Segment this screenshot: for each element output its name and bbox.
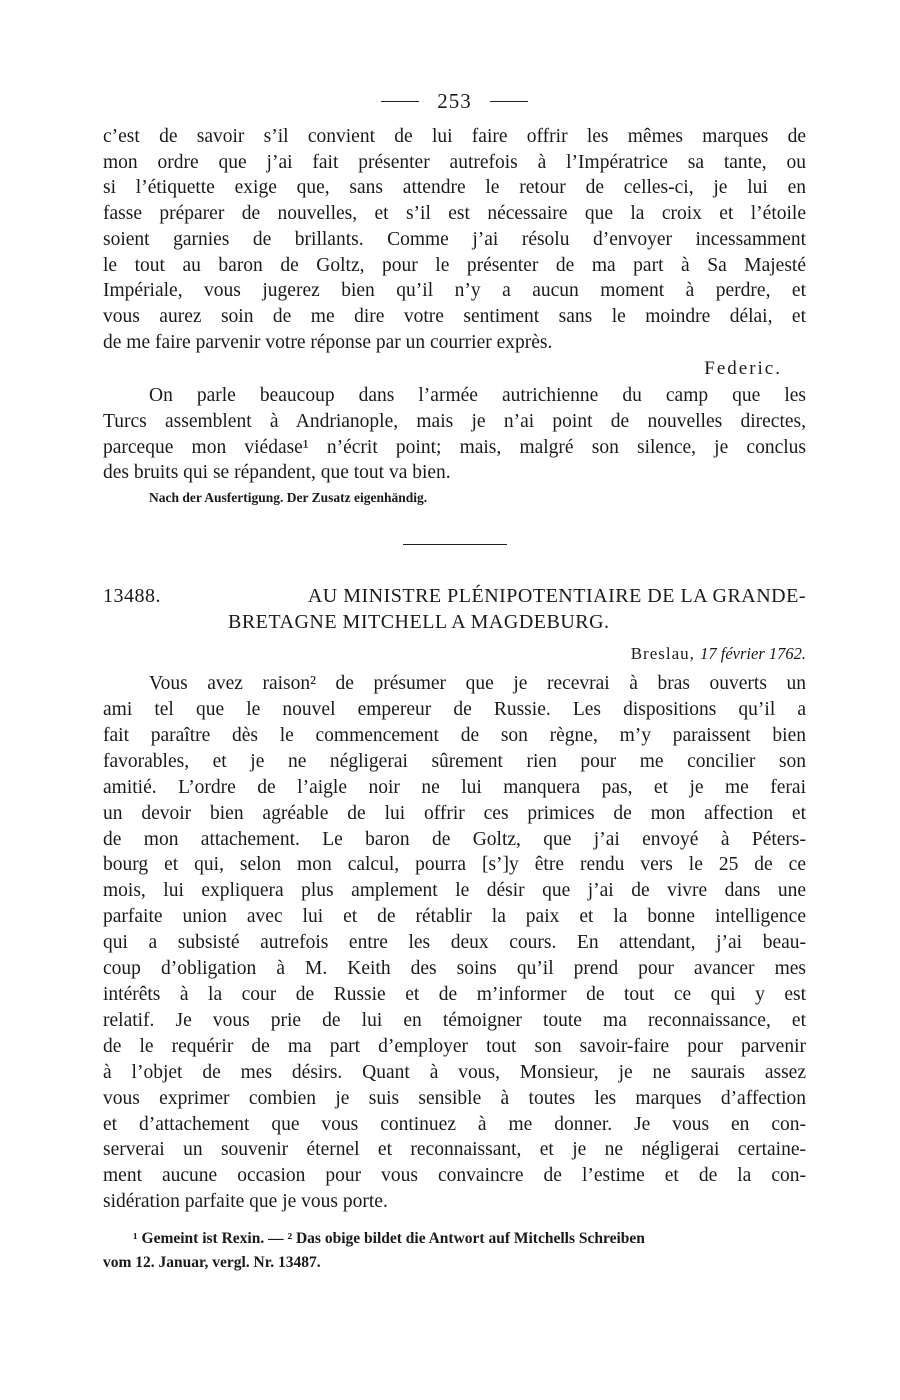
letter-heading — [103, 583, 806, 635]
letter-number: 13488. — [103, 585, 161, 608]
text-line: intérêts à la cour de Russie et de m’informer de tout ce qui y est — [103, 984, 806, 1006]
text-line: des bruits qui se répandent, que tout va bien. — [103, 462, 451, 484]
text-line: coup d’obligation à M. Keith des soins qu’il prend pour avancer mes — [103, 958, 806, 980]
text-line: ment aucune occasion pour vous convaincre de l’estime et de la con- — [103, 1165, 806, 1187]
text-line: sidération parfaite que je vous porte. — [103, 1191, 388, 1213]
text-line: ami tel que le nouvel empereur de Russie. Les dispositions qu’il a — [103, 699, 806, 721]
text-line: et d’attachement que vous continuez à me donner. Je vous en con- — [103, 1113, 806, 1135]
text-line: le tout au baron de Goltz, pour le présenter de ma part à Sa Majesté — [103, 254, 806, 276]
postscript — [103, 383, 806, 486]
text-line: Impériale, vous jugerez bien qu’il n’y a aucun moment à perdre, et — [103, 280, 806, 302]
heading-line-1: AU MINISTRE PLÉNIPOTENTIAIRE DE LA GRANDE- — [307, 585, 806, 608]
text-line: Vous avez raison² de présumer que je recevrai à bras ouverts un — [149, 673, 806, 695]
text-line: si l’étiquette exige que, sans attendre le retour de celles-ci, je lui en — [103, 177, 806, 199]
text-line: soient garnies de brillants. Comme j’ai résolu d’envoyer incessamment — [103, 228, 806, 250]
text-line: parfaite union avec lui et de rétablir la paix et la bonne intelligence — [103, 906, 806, 928]
footnote-line: ¹ Gemeint ist Rexin. — ² Das obige bildet die Antwort auf Mitchells Schreiben — [133, 1230, 645, 1248]
document-page — [103, 86, 806, 1275]
header-dash-right — [490, 101, 528, 102]
text-line: relatif. Je vous prie de lui en témoigner toute ma reconnaissance, et — [103, 1009, 806, 1031]
page-header — [103, 86, 806, 116]
source-note: Nach der Ausfertigung. Der Zusatz eigenhändig. — [149, 490, 428, 506]
text-line: fait paraître dès le commencement de son règne, m’y paraissent bien — [103, 724, 806, 746]
letter-continuation — [103, 124, 806, 355]
text-line: mois, lui expliquera plus amplement le désir que j’ai de vivre dans une — [103, 880, 806, 902]
text-line: de le requérir de ma part d’employer tout son savoir-faire pour parvenir — [103, 1035, 806, 1057]
text-line: de mon attachement. Le baron de Goltz, que j’ai envoyé à Péters- — [103, 828, 806, 850]
text-line: Turcs assemblent à Andrianople, mais je n’ai point de nouvelles directes, — [103, 411, 806, 433]
text-line: parceque mon viédase¹ n’écrit point; mais, malgré son silence, je conclus — [103, 436, 806, 458]
text-line: vous exprimer combien je suis sensible à toutes les marques d’affection — [103, 1087, 806, 1109]
footnote-line: vom 12. Januar, vergl. Nr. 13487. — [103, 1254, 321, 1272]
text-line: à l’objet de mes désirs. Quant à vous, Monsieur, je ne saurais assez — [103, 1061, 806, 1083]
text-line: qui a subsisté autrefois entre les deux cours. En attendant, j’ai beau- — [103, 932, 806, 954]
letter-body — [103, 671, 806, 1215]
text-line: fasse préparer de nouvelles, et s’il est nécessaire que la croix et l’étoile — [103, 203, 806, 225]
header-dash-left — [381, 101, 419, 102]
text-line: de me faire parvenir votre réponse par un courrier exprès. — [103, 331, 553, 353]
text-line: serverai un souvenir éternel et reconnaissant, et je ne négligerai certaine- — [103, 1139, 806, 1161]
place: Breslau, — [630, 644, 695, 664]
text-line: bourg et qui, selon mon calcul, pourra [s’]y être rendu vers le 25 de ce — [103, 854, 806, 876]
dateline — [103, 641, 806, 667]
signature: Federic. — [704, 358, 782, 380]
section-divider — [403, 544, 507, 545]
page-number: 253 — [437, 88, 472, 113]
text-line: favorables, et je ne négligerai sûrement rien pour me concilier son — [103, 750, 806, 772]
heading-line-2: BRETAGNE MITCHELL A MAGDEBURG. — [228, 611, 610, 634]
date: 17 février 1762. — [700, 644, 806, 664]
text-line: mon ordre que j’ai fait présenter autrefois à l’Impératrice sa tante, ou — [103, 151, 806, 173]
text-line: un devoir bien agréable de lui offrir ces primices de mon affection et — [103, 802, 806, 824]
text-line: vous aurez soin de me dire votre sentiment sans le moindre délai, et — [103, 305, 806, 327]
text-line: On parle beaucoup dans l’armée autrichienne du camp que les — [149, 385, 806, 407]
text-line: amitié. L’ordre de l’aigle noir ne lui manquera pas, et je me ferai — [103, 776, 806, 798]
footnotes — [103, 1227, 806, 1275]
text-line: c’est de savoir s’il convient de lui faire offrir les mêmes marques de — [103, 126, 806, 147]
